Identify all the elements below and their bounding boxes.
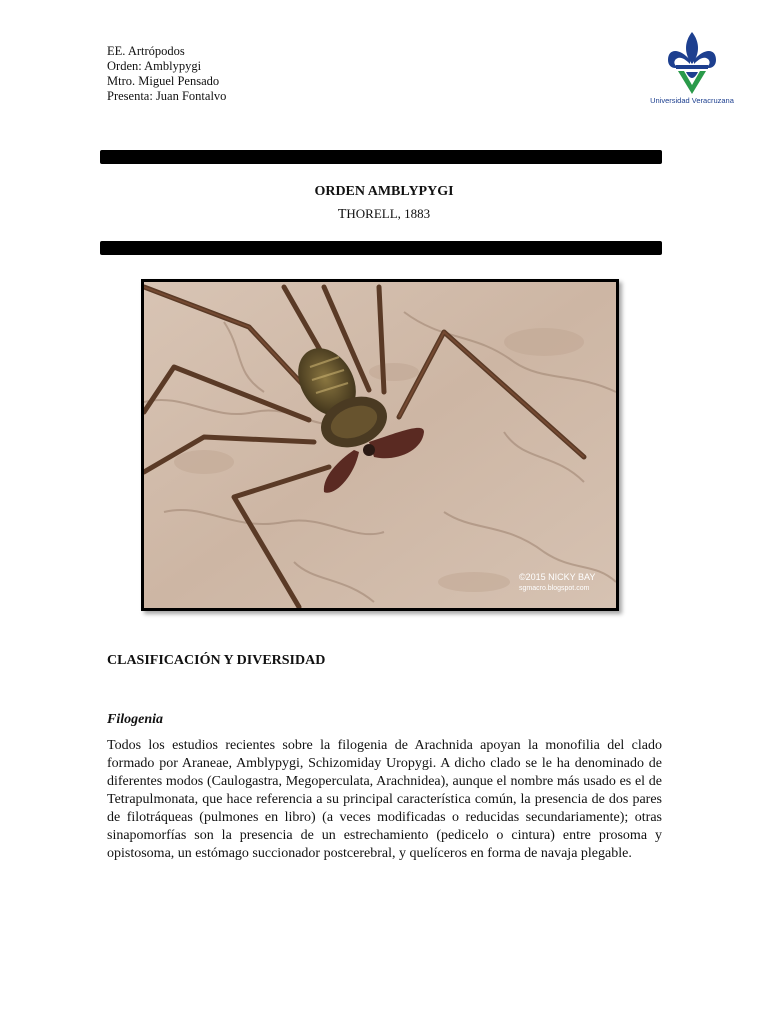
phylogeny-paragraph: Todos los estudios recientes sobre la filogenia de Arachnida apoyan la monofilia del clado formado por Araneae, Amblypygi, Schizomiday Uropygi. A dicho clado se le ha denominado de diferentes modos (Caulogastra, Megoperculata, Arachnidea), aunque el nombre más usado es el de Tetrapulmonata, que hace referencia a su principal característica común, la presencia de dos pares de filotráqueas (pulmones en libro) (a veces modificadas o reducidas secundariamente); otras sinapomorfías son la presencia de un estrechamiento (pedicelo o cintura) entre prosoma y opistosoma, un estómago succionador postcerebral, y quelíceros en forma de navaja plegable. [107, 738, 662, 861]
document-title: ORDEN AMBLYPYGI [314, 184, 454, 199]
presenter-name: Presenta: Juan Fontalvo [107, 89, 227, 103]
university-name: Universidad Veracruzana [650, 96, 734, 105]
section-subheading: Filogenia [107, 712, 164, 727]
author-initial: T [337, 207, 347, 222]
fleur-de-lis-logo [646, 30, 738, 96]
section-heading: CLASIFICACIÓN Y DIVERSIDAD [107, 653, 326, 668]
top-divider-bar [100, 150, 662, 164]
order-name: Orden: Amblypygi [107, 59, 202, 73]
photo-watermark-line1: ©2015 NICKY BAY [519, 572, 596, 582]
university-logo [646, 30, 738, 110]
author-rest: HORELL [346, 206, 398, 221]
teacher-name: Mtro. Miguel Pensado [107, 74, 220, 88]
header-info [107, 44, 226, 104]
author-year: , 1883 [397, 206, 431, 221]
document-author [100, 206, 668, 223]
photo-watermark-line2: sgmacro.blogspot.com [519, 585, 590, 592]
course-name: EE. Artrópodos [107, 44, 185, 58]
bottom-divider-bar [100, 241, 662, 255]
whip-spider-photo [141, 279, 619, 611]
